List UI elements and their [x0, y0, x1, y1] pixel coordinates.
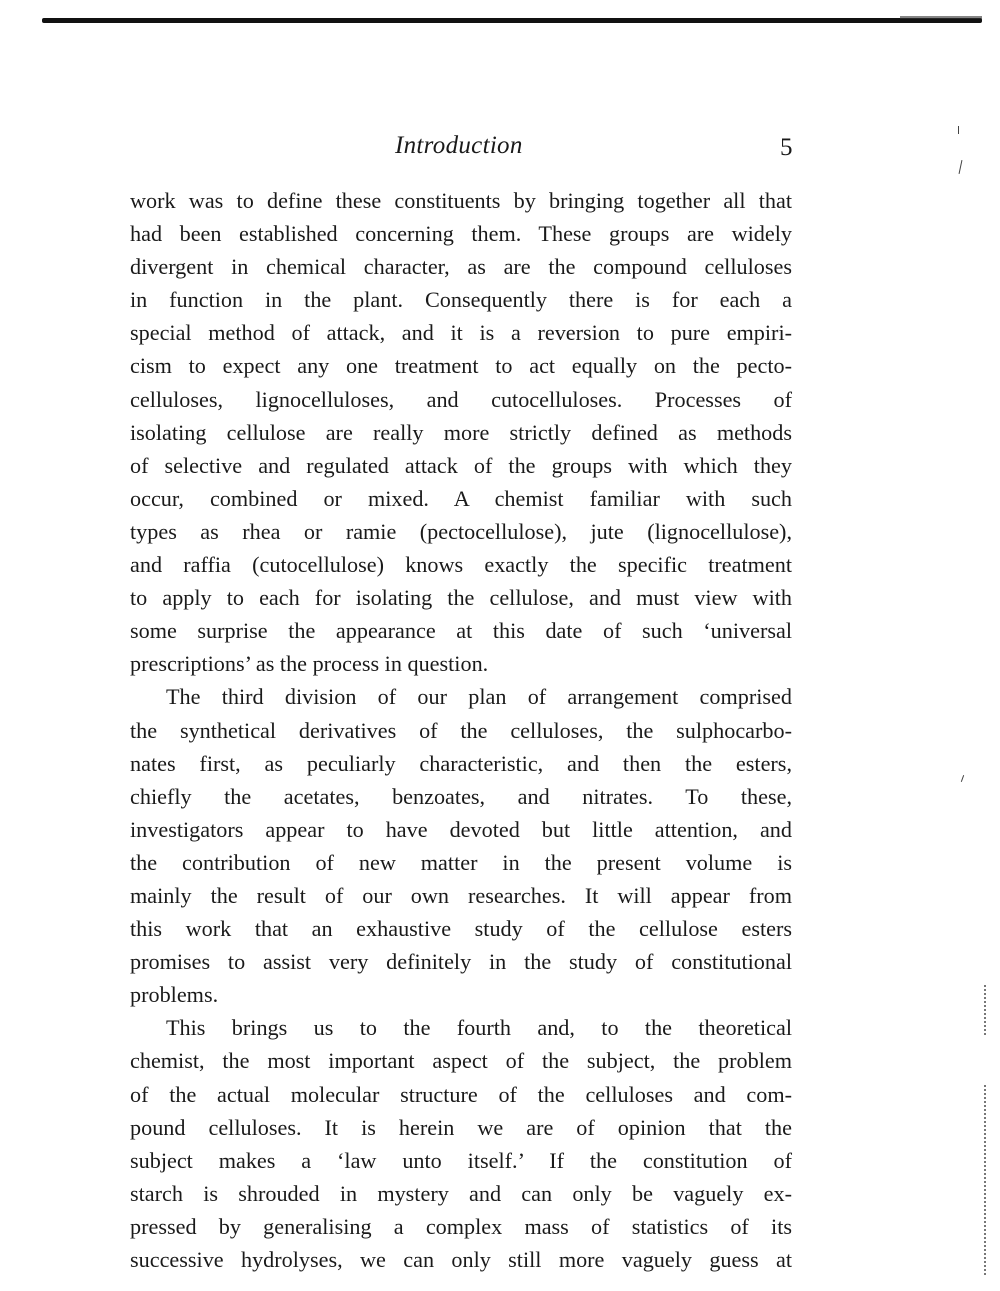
text-line: The third division of our plan of arrangement comprised: [166, 684, 792, 710]
page-edge-marks: [984, 1085, 988, 1275]
text-line: celluloses, lignocelluloses, and cutocelluloses. Processes of: [130, 386, 792, 412]
text-line: some surprise the appearance at this date of such ‘universal: [130, 618, 792, 644]
text-line: types as rhea or ramie (pectocellulose), jute (lignocellulose),: [130, 518, 792, 544]
text-line: This brings us to the fourth and, to the theoretical: [166, 1015, 792, 1041]
paragraph: [130, 680, 792, 1011]
text-line: starch is shrouded in mystery and can only be vaguely ex-: [130, 1180, 792, 1206]
text-line: divergent in chemical character, as are the compound celluloses: [130, 254, 792, 280]
body-text: [130, 184, 792, 1276]
page-number: 5: [780, 134, 793, 161]
text-line: pressed by generalising a complex mass of statistics of its: [130, 1213, 792, 1239]
text-line: promises to assist very definitely in the study of constitutional: [130, 949, 792, 975]
running-title: Introduction: [395, 132, 523, 159]
page-edge-marks: [984, 985, 988, 1035]
text-line: successive hydrolyses, we can only still more vaguely guess at: [130, 1247, 792, 1272]
text-line: the contribution of new matter in the present volume is: [130, 849, 792, 875]
text-line: mainly the result of our own researches. It will appear from: [130, 882, 792, 908]
text-line: the synthetical derivatives of the celluloses, the sulphocarbo-: [130, 717, 792, 743]
text-line: to apply to each for isolating the cellulose, and must view with: [130, 585, 792, 611]
text-line: work was to define these constituents by bringing together all that: [130, 188, 792, 213]
text-line: chemist, the most important aspect of the subject, the problem: [130, 1048, 792, 1074]
paragraph: [130, 184, 792, 680]
top-rule: [42, 18, 982, 23]
text-line: investigators appear to have devoted but little attention, and: [130, 816, 792, 842]
text-line: of the actual molecular structure of the celluloses and com-: [130, 1081, 792, 1107]
text-line: and raffia (cutocellulose) knows exactly the specific treatment: [130, 552, 792, 578]
text-line: prescriptions’ as the process in question.: [130, 651, 489, 677]
text-line: cism to expect any one treatment to act equally on the pecto-: [130, 353, 792, 379]
text-line: problems.: [130, 982, 219, 1008]
text-line: nates first, as peculiarly characteristic, and then the esters,: [130, 750, 792, 776]
text-line: subject makes a ‘law unto itself.’ If the constitution of: [130, 1147, 792, 1173]
margin-mark: [958, 126, 959, 134]
text-line: special method of attack, and it is a reversion to pure empiri-: [130, 320, 792, 346]
text-line: isolating cellulose are really more strictly defined as methods: [130, 419, 792, 445]
text-line: pound celluloses. It is herein we are of opinion that the: [130, 1114, 792, 1140]
text-line: occur, combined or mixed. A chemist familiar with such: [130, 485, 792, 511]
margin-mark: [961, 775, 964, 782]
text-line: this work that an exhaustive study of the cellulose esters: [130, 916, 792, 942]
top-rule-edge: [900, 16, 982, 19]
text-line: had been established concerning them. These groups are widely: [130, 221, 792, 247]
text-line: chiefly the acetates, benzoates, and nitrates. To these,: [130, 783, 792, 809]
paragraph: [130, 1011, 792, 1276]
text-line: of selective and regulated attack of the groups with which they: [130, 452, 792, 478]
running-head: [0, 132, 1000, 166]
text-line: in function in the plant. Consequently there is for each a: [130, 287, 792, 313]
